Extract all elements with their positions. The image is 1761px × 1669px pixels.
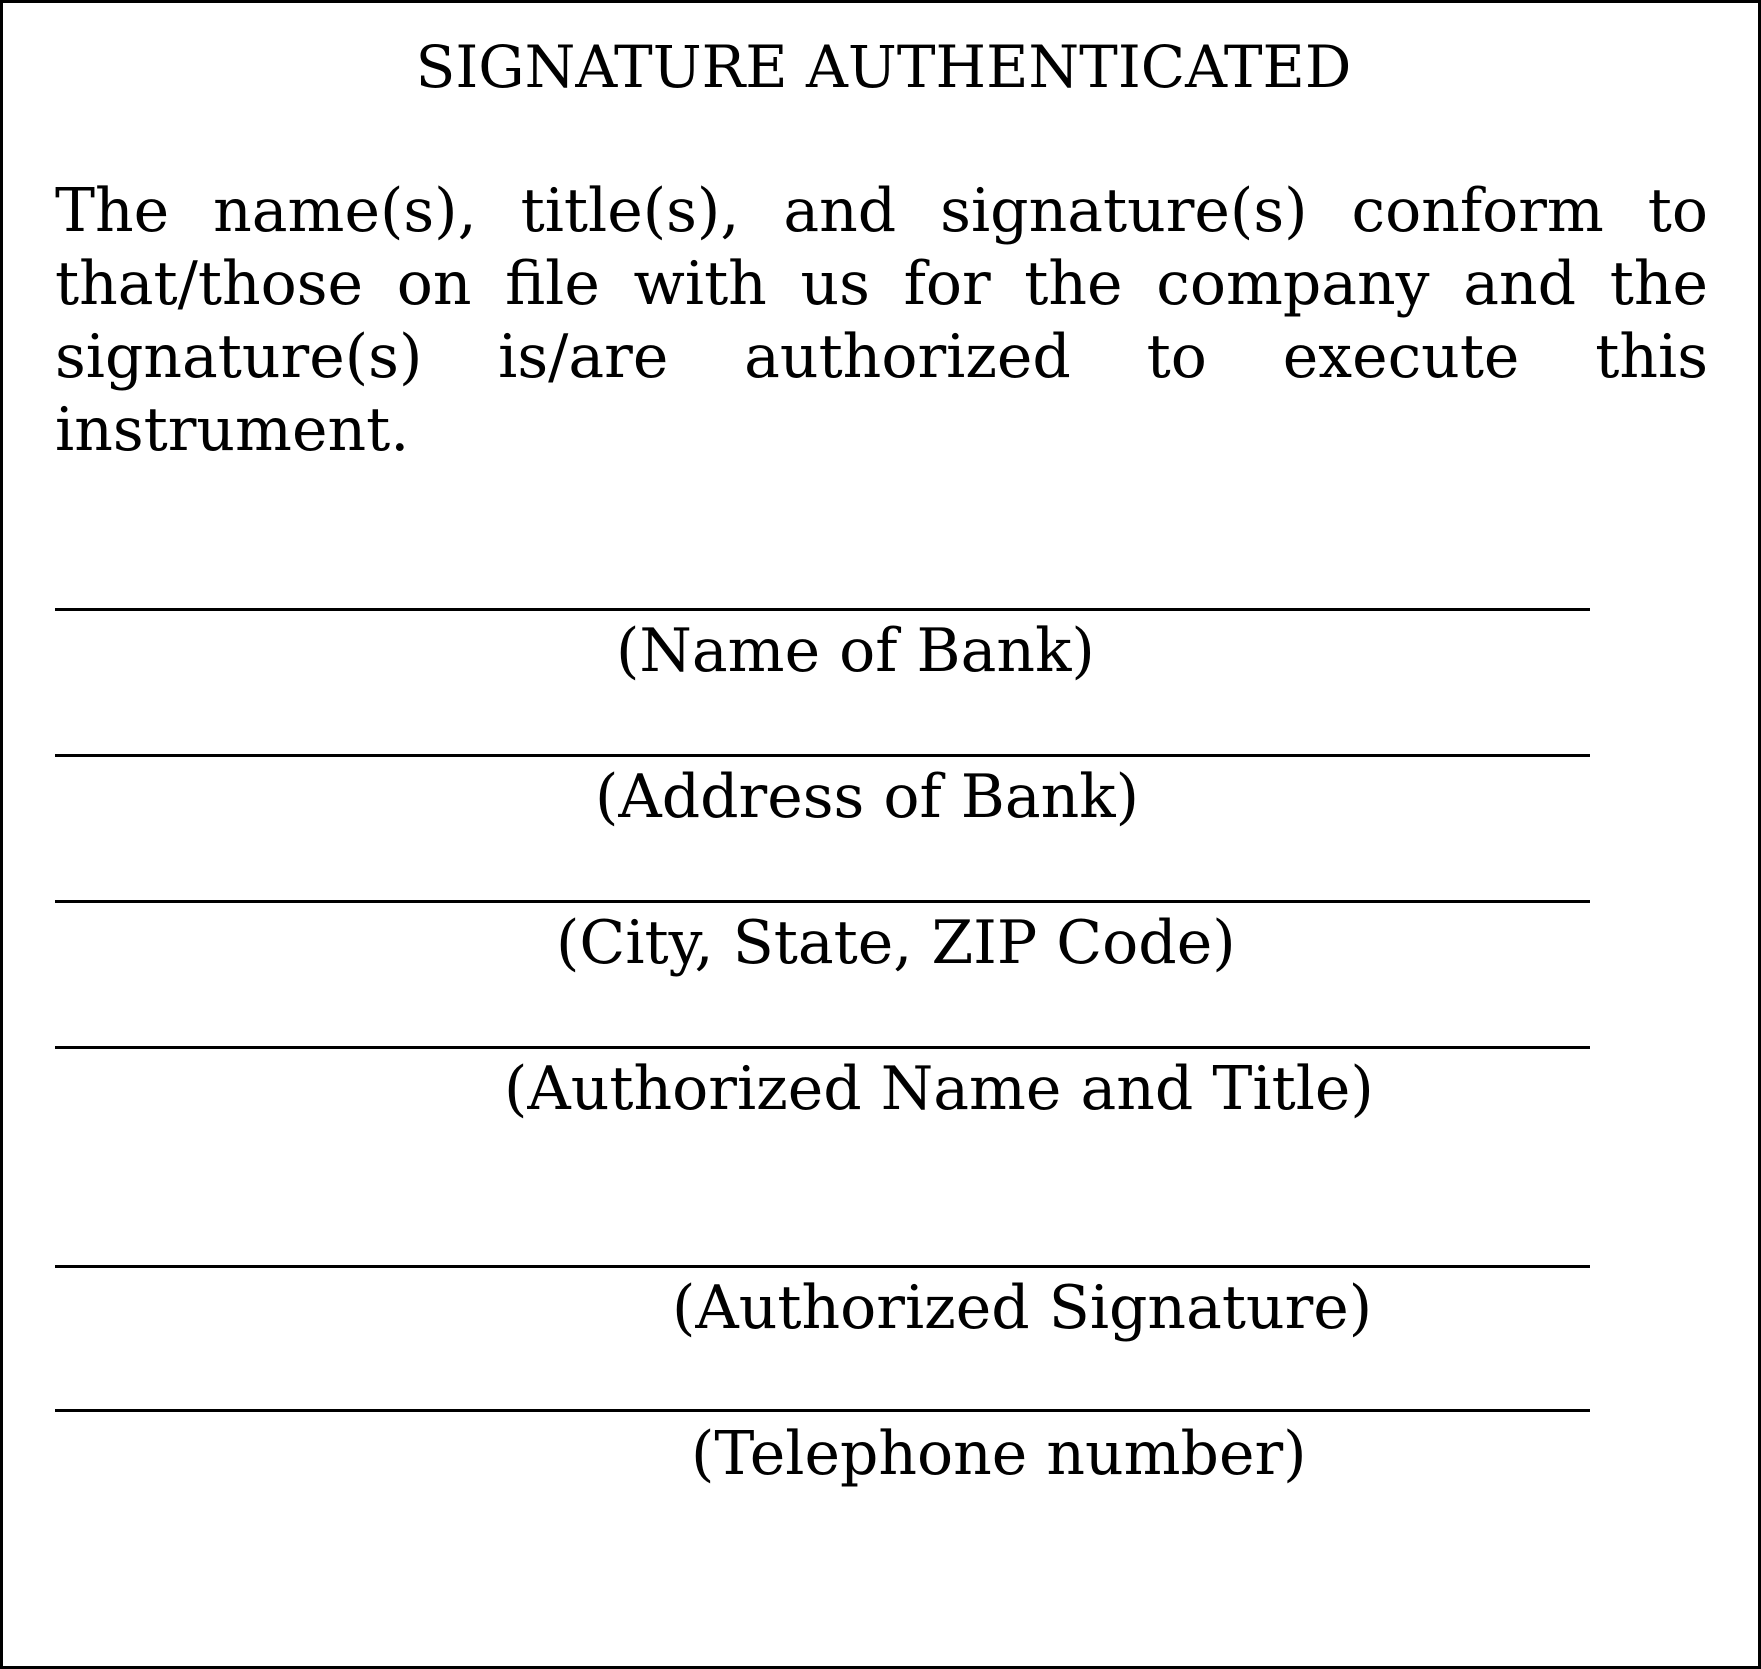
bank-name-label: (Name of Bank) [616,616,1095,686]
bank-name-line[interactable] [55,608,1590,611]
bank-address-line[interactable] [55,754,1590,757]
authorized-signature-label: (Authorized Signature) [672,1273,1373,1343]
form-title: SIGNATURE AUTHENTICATED [415,33,1352,101]
bank-address-label: (Address of Bank) [595,762,1140,832]
authorized-name-title-line[interactable] [55,1046,1590,1049]
telephone-number-label: (Telephone number) [691,1419,1307,1489]
authentication-statement: The name(s), title(s), and signature(s) conform to that/those on file with us for the company and the signature(s) is/are authorized to execute this instrument. [55,176,1708,465]
authorized-signature-line[interactable] [55,1265,1590,1268]
city-state-zip-label: (City, State, ZIP Code) [556,908,1236,978]
telephone-number-line[interactable] [55,1409,1590,1412]
authorized-name-title-label: (Authorized Name and Title) [504,1054,1374,1124]
city-state-zip-line[interactable] [55,900,1590,903]
